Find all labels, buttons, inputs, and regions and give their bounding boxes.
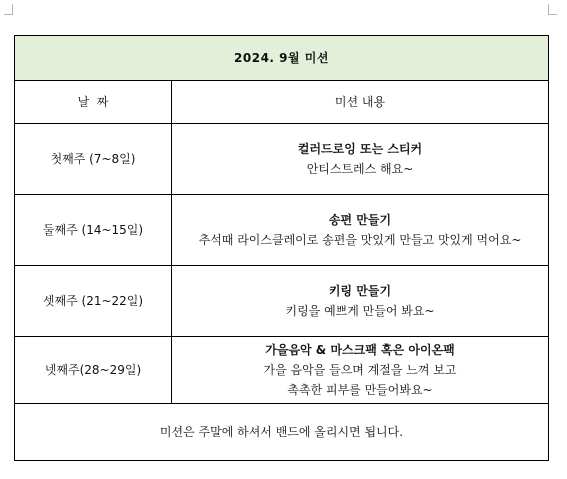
mission-title: 가을음악 & 마스크팩 혹은 아이온팩 [265,343,455,357]
table-row [15,195,549,266]
title-row [15,36,549,81]
mission-cell [172,337,549,404]
mission-title: 키링 만들기 [328,284,392,298]
week-label: 넷째주(28~29일) [15,337,172,404]
mission-description: 추석때 라이스클레이로 송편을 맛있게 만들고 맛있게 먹어요~ [198,233,522,247]
table-row [15,124,549,195]
week-label: 첫째주 (7~8일) [15,124,172,195]
week-label: 둘째주 (14~15일) [15,195,172,266]
week-label: 셋째주 (21~22일) [15,266,172,337]
mission-cell [172,124,549,195]
mission-table [14,35,549,461]
table-row [15,266,549,337]
page-corner-mark-left [4,4,13,15]
mission-description: 안티스트레스 해요~ [306,162,414,176]
mission-description: 가을 음악을 들으며 계절을 느껴 보고 [263,363,457,377]
mission-title: 컬러드로잉 또는 스티커 [297,142,423,156]
footer-note: 미션은 주말에 하셔서 밴드에 올리시면 됩니다. [15,404,549,461]
mission-cell [172,195,549,266]
mission-description: 촉촉한 피부를 만들어봐요~ [287,383,433,397]
page-title: 2024. 9월 미션 [15,36,549,81]
mission-cell [172,266,549,337]
header-row [15,81,549,124]
footer-row [15,404,549,461]
header-content: 미션 내용 [172,81,549,124]
table-row [15,337,549,404]
header-date: 날 짜 [15,81,172,124]
page-corner-mark-right [548,4,557,15]
mission-title: 송편 만들기 [328,213,392,227]
mission-description: 키링을 예쁘게 만들어 봐요~ [285,304,435,318]
